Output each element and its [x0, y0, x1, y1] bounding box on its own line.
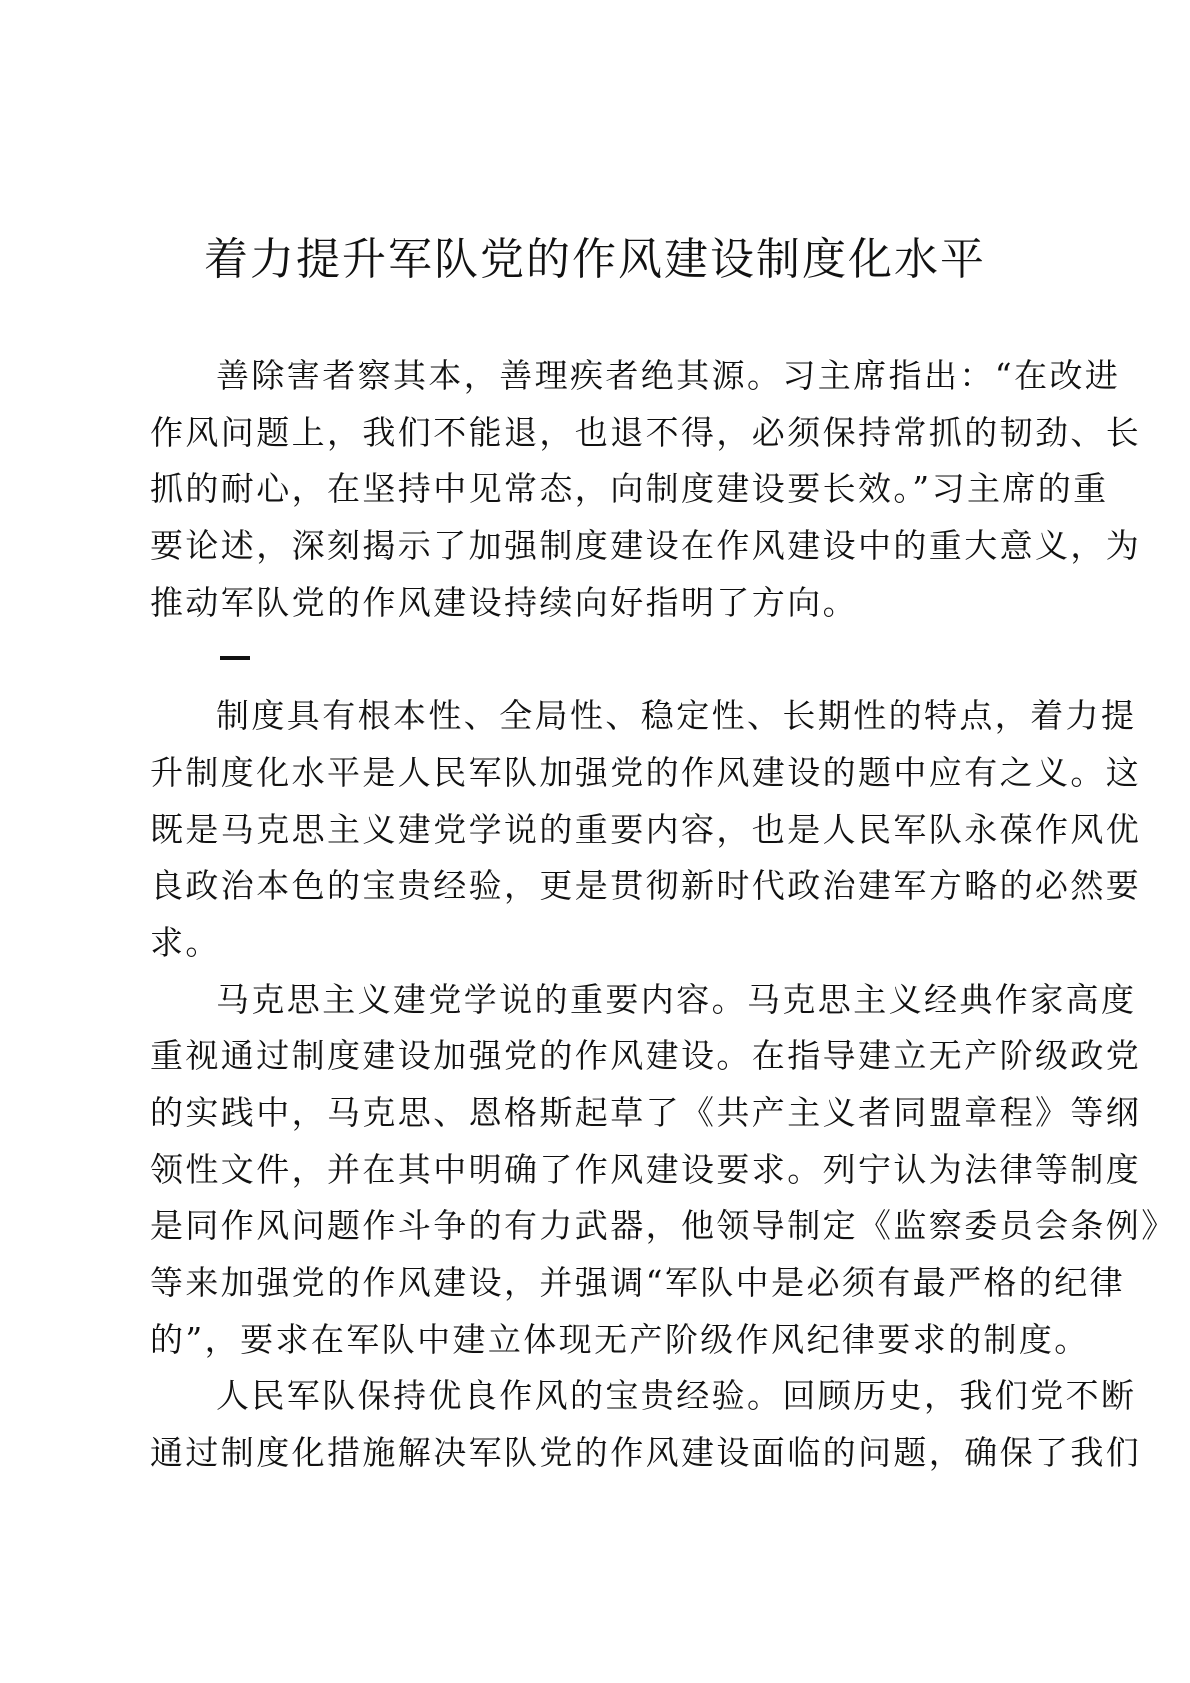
paragraph-2-line-4: 良政治本色的宝贵经验，更是贯彻新时代政治建军方略的必然要	[150, 866, 1142, 906]
paragraph-2-line-1: 制度具有根本性、全局性、稳定性、长期性的特点，着力提	[216, 696, 1137, 736]
section-heading-text	[250, 631, 251, 632]
paragraph-4-line-2: 通过制度化措施解决军队党的作风建设面临的问题，确保了我们	[150, 1433, 1142, 1473]
paragraph-1-line-4: 要论述，深刻揭示了加强制度建设在作风建设中的重大意义，为	[150, 526, 1142, 566]
paragraph-1-line-1: 善除害者察其本，善理疾者绝其源。习主席指出：“在改进	[216, 356, 1121, 395]
paragraph-1-line-3: 抓的耐心，在坚持中见常态，向制度建设要长效。”习主席的重	[150, 469, 1109, 509]
paragraph-3-line-7: 的”，要求在军队中建立体现无产阶级作风纪律要求的制度。	[150, 1319, 1090, 1359]
paragraph-2-line-2: 升制度化水平是人民军队加强党的作风建设的题中应有之义。这	[150, 752, 1142, 792]
paragraph-4-line-1: 人民军队保持优良作风的宝贵经验。回顾历史，我们党不断	[216, 1376, 1137, 1416]
paragraph-3-line-5: 是同作风问题作斗争的有力武器，他领导制定《监察委员会条例》	[150, 1206, 1177, 1246]
paragraph-3-line-2: 重视通过制度建设加强党的作风建设。在指导建立无产阶级政党	[150, 1036, 1142, 1076]
paragraph-1-line-2: 作风问题上，我们不能退，也退不得，必须保持常抓的韧劲、长	[150, 412, 1142, 452]
paragraph-3-line-3: 的实践中，马克思、恩格斯起草了《共产主义者同盟章程》等纲	[150, 1092, 1142, 1132]
section-heading	[150, 631, 1040, 688]
paragraph-2-line-3: 既是马克思主义建党学说的重要内容，也是人民军队永葆作风优	[150, 809, 1142, 849]
paragraph-3-line-4: 领性文件，并在其中明确了作风建设要求。列宁认为法律等制度	[150, 1149, 1142, 1189]
paragraph-3-line-6: 等来加强党的作风建设，并强调“军队中是必须有最严格的纪律	[150, 1263, 1126, 1302]
section-heading-mark	[220, 656, 250, 660]
document-body	[150, 348, 1177, 1482]
paragraph-1-line-5: 推动军队党的作风建设持续向好指明了方向。	[150, 582, 858, 622]
document-title: 着力提升军队党的作风建设制度化水平	[204, 234, 986, 285]
paragraph-2-line-5: 求。	[150, 922, 221, 962]
paragraph-3-line-1: 马克思主义建党学说的重要内容。马克思主义经典作家高度	[216, 979, 1137, 1019]
